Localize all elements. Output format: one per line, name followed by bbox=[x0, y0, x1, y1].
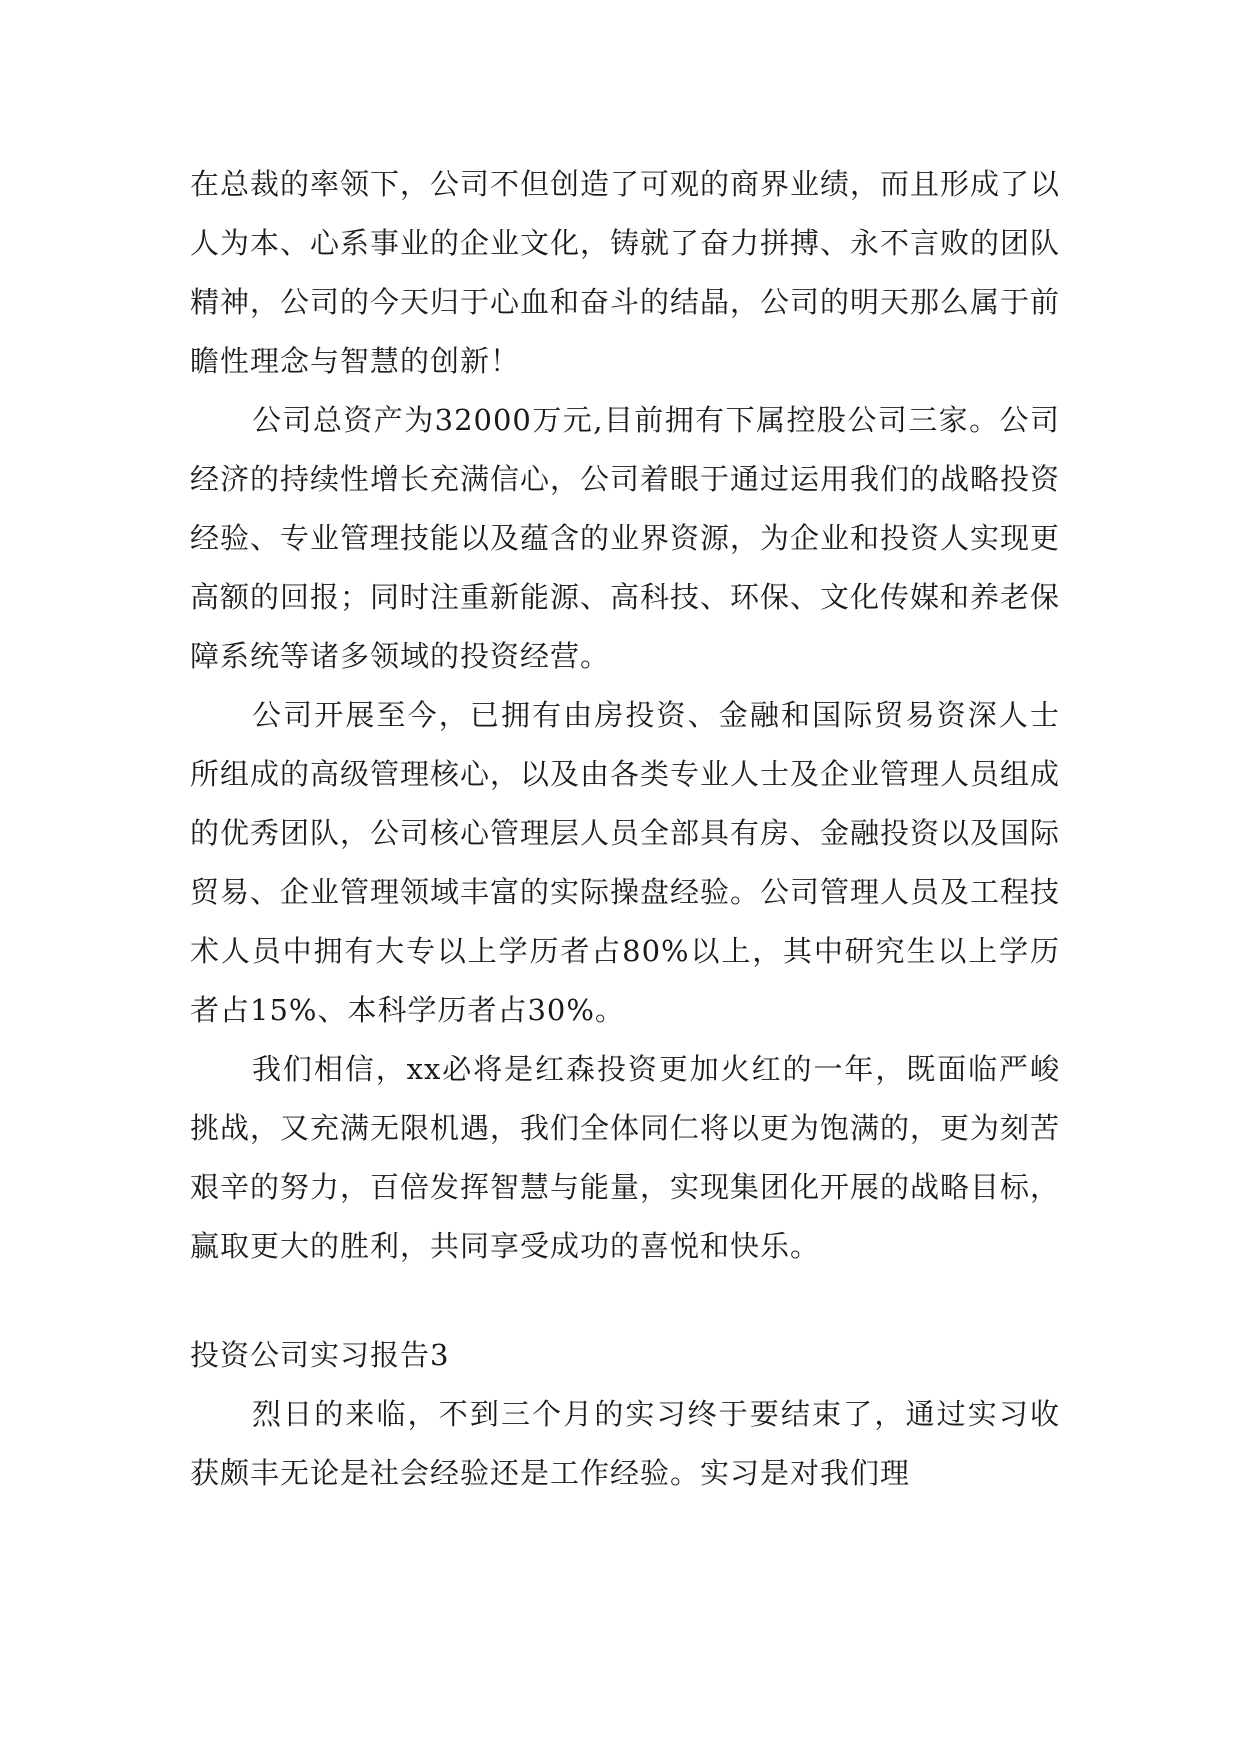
paragraph-outlook: 我们相信，xx必将是红森投资更加火红的一年，既面临严峻挑战，又充满无限机遇，我们全体同仁将以更为饱满的，更为刻苦艰辛的努力，百倍发挥智慧与能量，实现集团化开展的战略目标，赢取更大的胜利，共同享受成功的喜悦和快乐。 bbox=[190, 1052, 1061, 1263]
paragraph-internship-intro: 烈日的来临，不到三个月的实习终于要结束了，通过实习收获颇丰无论是社会经验还是工作经验。实习是对我们理 bbox=[190, 1397, 1060, 1490]
document-body bbox=[190, 155, 1060, 1503]
paragraph-management-team: 公司开展至今，已拥有由房投资、金融和国际贸易资深人士所组成的高级管理核心，以及由各类专业人士及企业管理人员组成的优秀团队，公司核心管理层人员全部具有房、金融投资以及国际贸易、企业管理领域丰富的实际操盘经验。公司管理人员及工程技术人员中拥有大专以上学历者占80%以上，其中研究生以上学历者占15%、本科学历者占30%。 bbox=[190, 698, 1061, 1027]
paragraph-company-assets: 公司总资产为32000万元,目前拥有下属控股公司三家。公司经济的持续性增长充满信心，公司着眼于通过运用我们的战略投资经验、专业管理技能以及蕴含的业界资源，为企业和投资人实现更高额的回报；同时注重新能源、高科技、环保、文化传媒和养老保障系统等诸多领域的投资经营。 bbox=[190, 403, 1061, 673]
paragraph-company-culture: 在总裁的率领下，公司不但创造了可观的商界业绩，而且形成了以人为本、心系事业的企业文化，铸就了奋力拼搏、永不言败的团队精神，公司的今天归于心血和奋斗的结晶，公司的明天那么属于前瞻性理念与智慧的创新！ bbox=[190, 167, 1061, 378]
section-heading: 投资公司实习报告3 bbox=[190, 1338, 450, 1372]
